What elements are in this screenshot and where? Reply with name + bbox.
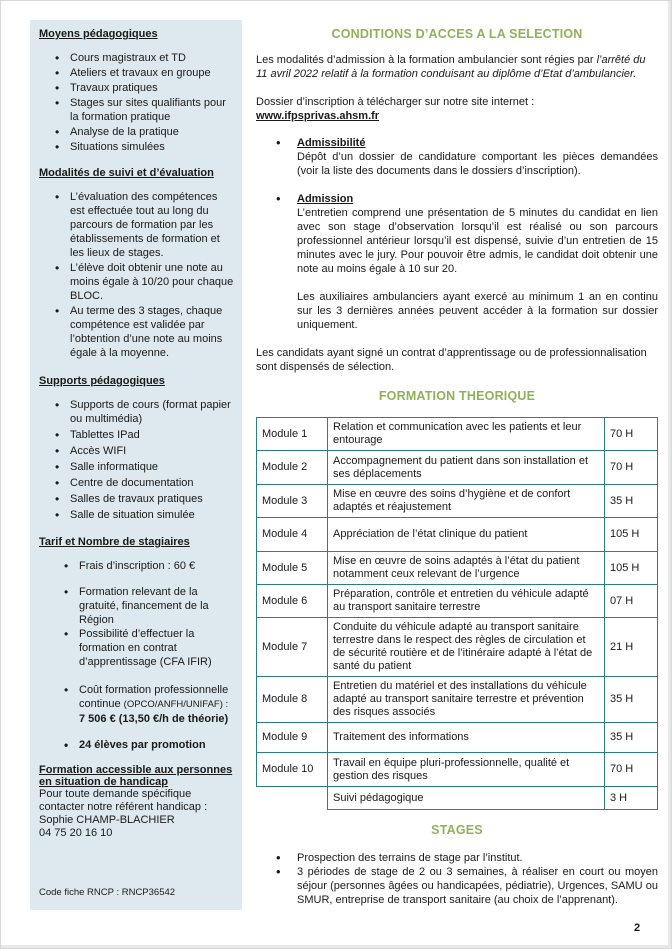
cout-label: Coût formation professionnelle continue — [79, 684, 229, 710]
list-item: • Cours magistraux et TD — [57, 51, 234, 65]
frais-item: • Frais d’inscription : 60 € — [66, 559, 234, 573]
supports-list — [57, 398, 234, 522]
module-desc: Conduite du véhicule adapté au transport sanitaire terrestre dans le respect des règles de circulation et de sécurité routière et de l’itinéraire adapté à l’état de santé du patient — [328, 618, 605, 677]
contrat-text: Les candidats ayant signé un contrat d’apprentissage ou de professionnalisation sont dispensés de sélection. — [256, 347, 647, 373]
sidebar — [30, 20, 242, 910]
module-desc: Accompagnement du patient dans son installation et ses déplacements — [328, 451, 605, 485]
handicap-title: Formation accessible aux personnes en situation de handicap — [39, 764, 233, 788]
auxiliaires-text: Les auxiliaires ambulanciers ayant exercé au minimum 1 an en continu sur les 3 dernières années peuvent accéder à la formation sur dossier uniquement. — [297, 291, 658, 331]
table-row — [257, 585, 658, 618]
module-hours: 105 H — [605, 552, 658, 585]
module-cell: Module 4 — [257, 518, 328, 552]
handicap-phone: 04 75 20 16 10 — [39, 827, 113, 839]
table-row — [257, 451, 658, 485]
list-item: • L’évaluation des compétences est effectuée tout au long du parcours de formation par les établissements de formation et les lieux de stages. — [57, 190, 234, 260]
table-row — [257, 723, 658, 753]
main-content — [256, 20, 658, 907]
list-item: • Analyse de la pratique — [57, 125, 234, 139]
table-row — [257, 518, 658, 552]
admissibilite-text: Dépôt d’un dossier de candidature comportant les pièces demandées (voir la liste des documents dans le dossiers d’inscription). — [297, 151, 658, 177]
admission-title: Admission — [297, 193, 354, 205]
arrete-reference: l’arrêté du 11 avril 2022 relatif à la formation conduisant au diplôme d’Etat d’ambulancier. — [256, 54, 646, 80]
module-cell: Module 6 — [257, 585, 328, 618]
list-item: • Travaux pratiques — [57, 81, 234, 95]
module-hours: 70 H — [605, 418, 658, 451]
module-desc: Entretien du matériel et des installations du véhicule adapté au transport sanitaire terrestre et prévention des risques associés — [328, 677, 605, 723]
bullet-icon: • — [276, 850, 281, 865]
module-hours: 105 H — [605, 518, 658, 552]
module-cell: Module 5 — [257, 552, 328, 585]
stages-item — [256, 865, 658, 907]
stages-text: Prospection des terrains de stage par l’institut. — [297, 852, 523, 864]
table-row — [257, 485, 658, 518]
module-desc: Appréciation de l’état clinique du patient — [328, 518, 605, 552]
bullet-icon: • — [276, 191, 281, 206]
bullet-icon: • — [276, 135, 281, 150]
table-row — [257, 418, 658, 451]
admission-block — [256, 192, 658, 332]
modules-table — [256, 417, 658, 810]
rncp-code: Code fiche RNCP : RNCP36542 — [39, 887, 176, 898]
tarif-list — [57, 559, 234, 752]
stages-text: 3 périodes de stage de 2 ou 3 semaines, à réaliser en court ou moyen séjour (personnes âgées ou handicapées, pédiatrie), Urgences, SAMU ou SMUR, entreprise de transport sanitaire (au choix de l’apprenant). — [297, 866, 658, 906]
bullet-icon: • — [276, 864, 281, 879]
table-row — [257, 753, 658, 787]
module-hours: 70 H — [605, 451, 658, 485]
module-cell: Module 1 — [257, 418, 328, 451]
list-item: • Salle informatique — [57, 460, 234, 474]
module-cell: Module 8 — [257, 677, 328, 723]
modalites-list — [57, 190, 234, 360]
module-desc: Traitement des informations — [328, 723, 605, 753]
admission-text: L’entretien comprend une présentation de 5 minutes du candidat en lien avec son stage d’observation lorsqu’il est réalisé ou son parcours professionnel antérieur lorsqu’il est dispensé, suivie d’un entretien de 15 minutes avec le jury. Pour pouvoir être admis, le candidat doit obtenir une note au moins égale à 10 sur 20. — [297, 207, 658, 275]
stages-item — [256, 851, 658, 865]
module-hours: 07 H — [605, 585, 658, 618]
moyens-title: Moyens pédagogiques — [39, 28, 158, 40]
module-desc: Relation et communication avec les patients et leur entourage — [328, 418, 605, 451]
table-row — [257, 787, 658, 810]
website-link[interactable]: www.ifpsprivas.ahsm.fr — [256, 110, 380, 122]
list-item: • Au terme des 3 stages, chaque compétence est validée par l’obtention d’une note au moins égale à la moyenne. — [57, 304, 234, 360]
table-row — [257, 552, 658, 585]
moyens-list — [57, 51, 234, 154]
module-cell: Module 2 — [257, 451, 328, 485]
module-hours: 3 H — [605, 787, 658, 810]
list-item: • Ateliers et travaux en groupe — [57, 66, 234, 80]
stages-title: STAGES — [431, 823, 483, 837]
cout-item — [66, 683, 234, 726]
module-hours: 35 H — [605, 485, 658, 518]
intro-paragraph — [256, 53, 658, 81]
table-row — [257, 618, 658, 677]
list-item: • Salle de situation simulée — [57, 508, 234, 522]
supports-title: Supports pédagogiques — [39, 375, 165, 387]
list-item: • Salles de travaux pratiques — [57, 492, 234, 506]
list-item: • Stages sur sites qualifiants pour la formation pratique — [57, 96, 234, 124]
intro-text: Les modalités d’admission à la formation ambulancier sont régies par — [256, 54, 597, 66]
cout-value: 7 506 € (13,50 €/h de théorie) — [79, 713, 229, 725]
apprentissage-item: • Possibilité d’effectuer la formation en contrat d’apprentissage (CFA IFIR) — [66, 627, 234, 669]
list-item: • Accès WIFI — [57, 444, 234, 458]
module-desc: Travail en équipe pluri-professionnelle, qualité et gestion des risques — [328, 753, 605, 787]
admissibilite-block — [256, 136, 658, 178]
module-cell: Module 3 — [257, 485, 328, 518]
table-row — [257, 677, 658, 723]
list-item: • Tablettes IPad — [57, 428, 234, 442]
list-item: • Centre de documentation — [57, 476, 234, 490]
module-hours: 21 H — [605, 618, 658, 677]
modalites-title: Modalités de suivi et d’évaluation — [39, 167, 214, 179]
module-cell-empty — [257, 787, 328, 810]
module-cell: Module 9 — [257, 723, 328, 753]
dossier-text: Dossier d’inscription à télécharger sur notre site internet : — [256, 96, 535, 108]
module-desc: Mise en œuvre de soins adaptés à l’état du patient notamment ceux relevant de l’urgence — [328, 552, 605, 585]
tarif-title: Tarif et Nombre de stagiaires — [39, 536, 190, 548]
page-number: 2 — [634, 922, 641, 934]
module-hours: 70 H — [605, 753, 658, 787]
eleves-item: • 24 élèves par promotion — [66, 738, 234, 752]
list-item: • L’élève doit obtenir une note au moins égale à 10/20 pour chaque BLOC. — [57, 261, 234, 303]
module-cell: Module 10 — [257, 753, 328, 787]
module-desc: Préparation, contrôle et entretien du véhicule adapté au transport sanitaire terrestre — [328, 585, 605, 618]
module-hours: 35 H — [605, 677, 658, 723]
module-cell: Module 7 — [257, 618, 328, 677]
cout-funders: (OPCO/ANFH/UNIFAF) : — [123, 699, 229, 710]
conditions-title: CONDITIONS D’ACCES A LA SELECTION — [331, 27, 583, 41]
admissibilite-title: Admissibilité — [297, 137, 366, 149]
module-desc: Suivi pédagogique — [328, 787, 605, 810]
formation-title: FORMATION THEORIQUE — [378, 389, 536, 403]
list-item: • Situations simulées — [57, 140, 234, 154]
handicap-text: Pour toute demande spécifique contacter notre référent handicap : — [39, 788, 208, 813]
region-item: • Formation relevant de la gratuité, financement de la Région — [66, 585, 234, 627]
handicap-contact-name: Sophie CHAMP-BLACHIER — [39, 814, 175, 826]
module-desc: Mise en œuvre des soins d’hygiène et de confort adaptés et réajustement — [328, 485, 605, 518]
list-item: • Supports de cours (format papier ou multimédia) — [57, 398, 234, 426]
module-hours: 35 H — [605, 723, 658, 753]
